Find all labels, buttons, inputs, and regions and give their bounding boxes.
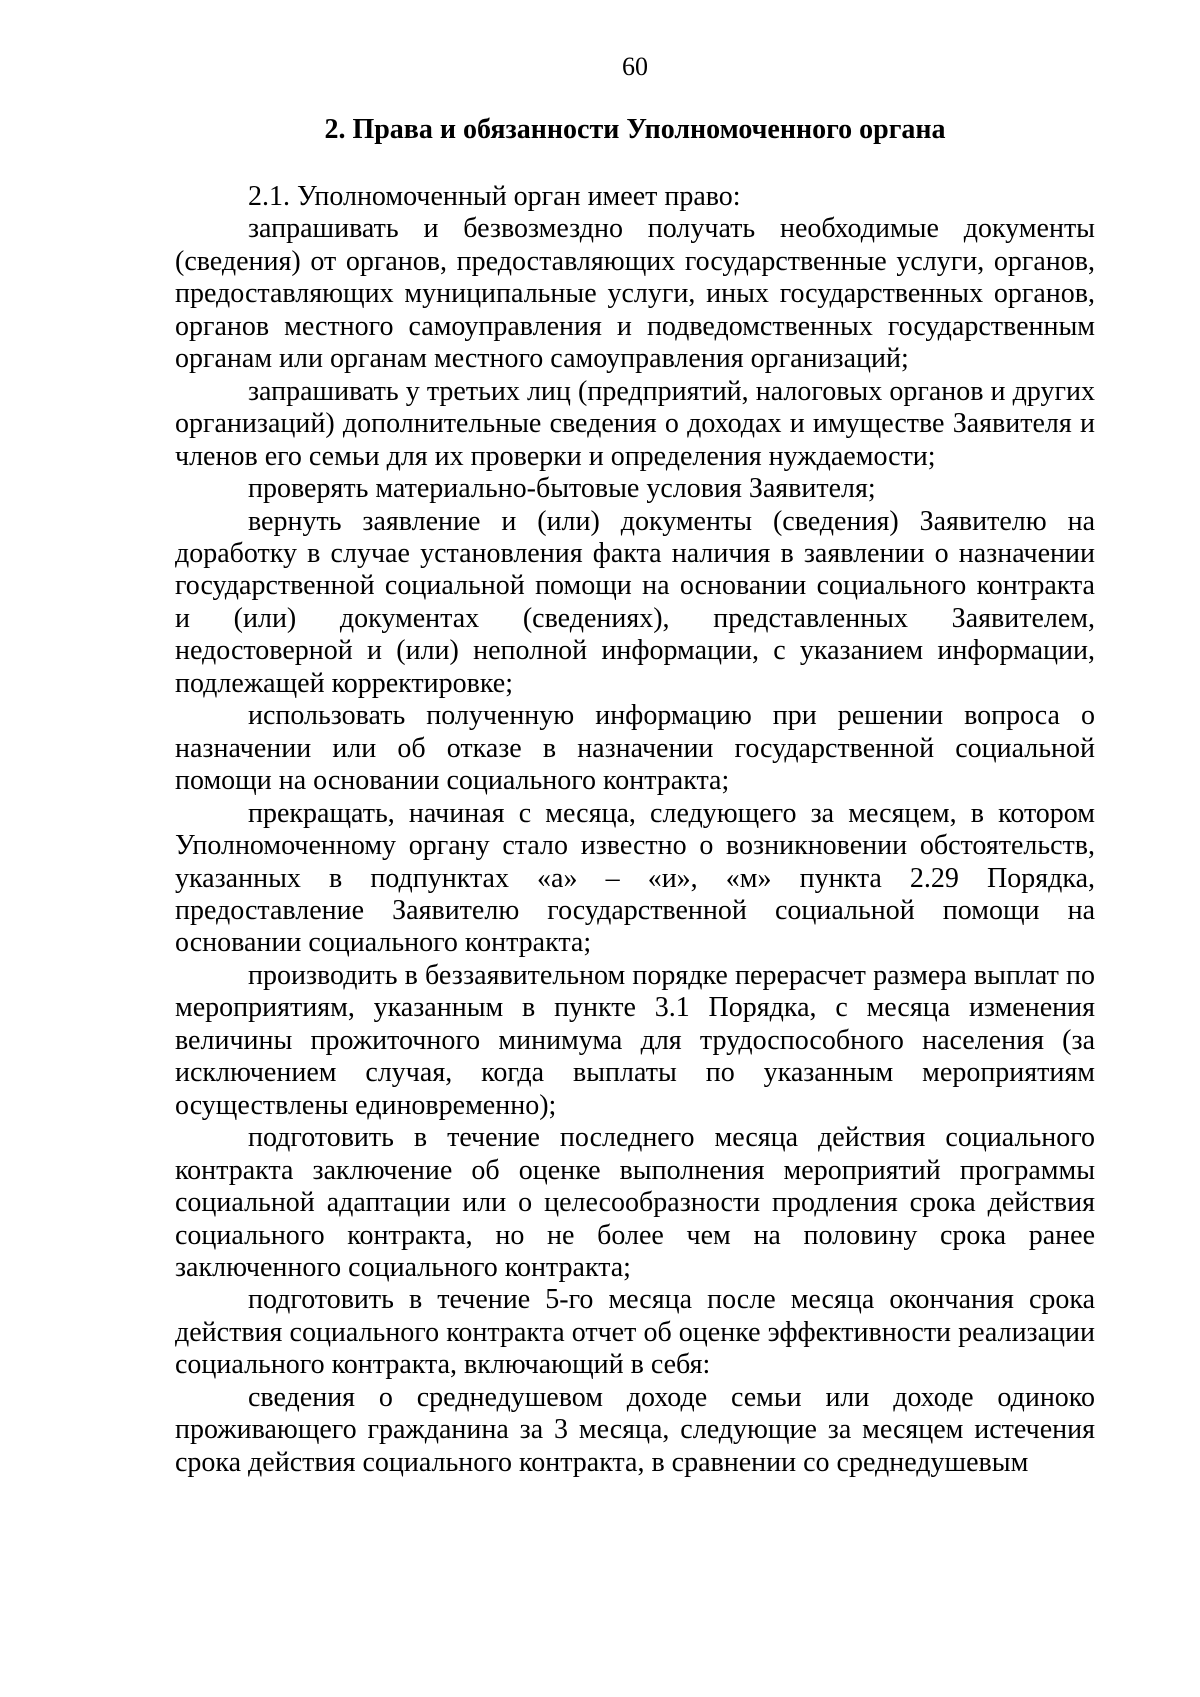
- paragraph-prepare-report: подготовить в течение 5-го месяца после месяца окончания срока действия социального контракта отчет об оценке эффективности реализации социального контракта, включающий в себя:: [175, 1284, 1095, 1381]
- paragraph-2-1: 2.1. Уполномоченный орган имеет право:: [248, 181, 741, 212]
- paragraph-use-information: использовать полученную информацию при решении вопроса о назначении или об отказе в назначении государственной социальной помощи на основании социального контракта;: [175, 700, 1095, 797]
- paragraph-prepare-conclusion: подготовить в течение последнего месяца действия социального контракта заключение об оценке выполнения мероприятий программы социальной адаптации или о целесообразности продления срока действия социального контракта, но не более чем на половину срока ранее заключенного социального контракта;: [175, 1122, 1095, 1283]
- section-heading: 2. Права и обязанности Уполномоченного органа: [324, 114, 946, 145]
- paragraph-request-documents: запрашивать и безвозмездно получать необходимые документы (сведения) от органов, предоставляющих государственные услуги, органов, предоставляющих муниципальные услуги, иных государственных органов, органов местного самоуправления и подведомственных государственным органам или органам местного самоуправления организаций;: [175, 213, 1095, 375]
- page-number: 60: [622, 52, 648, 81]
- document-body: [175, 181, 1095, 1479]
- paragraph-recalculate-payments: производить в беззаявительном порядке перерасчет размера выплат по мероприятиям, указанным в пункте 3.1 Порядка, с месяца изменения величины прожиточного минимума для трудоспособного населения (за исключением случая, когда выплаты по указанным мероприятиям осуществлены единовременно);: [175, 959, 1095, 1121]
- paragraph-check-conditions: проверять материально-бытовые условия Заявителя;: [248, 473, 876, 505]
- paragraph-terminate-assistance: прекращать, начиная с месяца, следующего за месяцем, в котором Уполномоченному органу стало известно о возникновении обстоятельств, указанных в подпунктах «а» – «и», «м» пункта 2.29 Порядка, предоставление Заявителю государственной социальной помощи на основании социального контракта;: [175, 797, 1095, 959]
- paragraph-request-third-parties: запрашивать у третьих лиц (предприятий, налоговых органов и других организаций) дополнительные сведения о доходах и имуществе Заявителя и членов его семьи для их проверки и определения нуждаемости;: [175, 375, 1095, 472]
- paragraph-return-application: вернуть заявление и (или) документы (сведения) Заявителю на доработку в случае установления факта наличия в заявлении о назначении государственной социальной помощи на основании социального контракта и (или) документах (сведениях), представленных Заявителем, недостоверной и (или) неполной информации, с указанием информации, подлежащей корректировке;: [175, 505, 1095, 699]
- paragraph-income-information: сведения о среднедушевом доходе семьи или доходе одиноко проживающего гражданина за 3 месяца, следующие за месяцем истечения срока действия социального контракта, в сравнении со среднедушевым: [175, 1381, 1095, 1478]
